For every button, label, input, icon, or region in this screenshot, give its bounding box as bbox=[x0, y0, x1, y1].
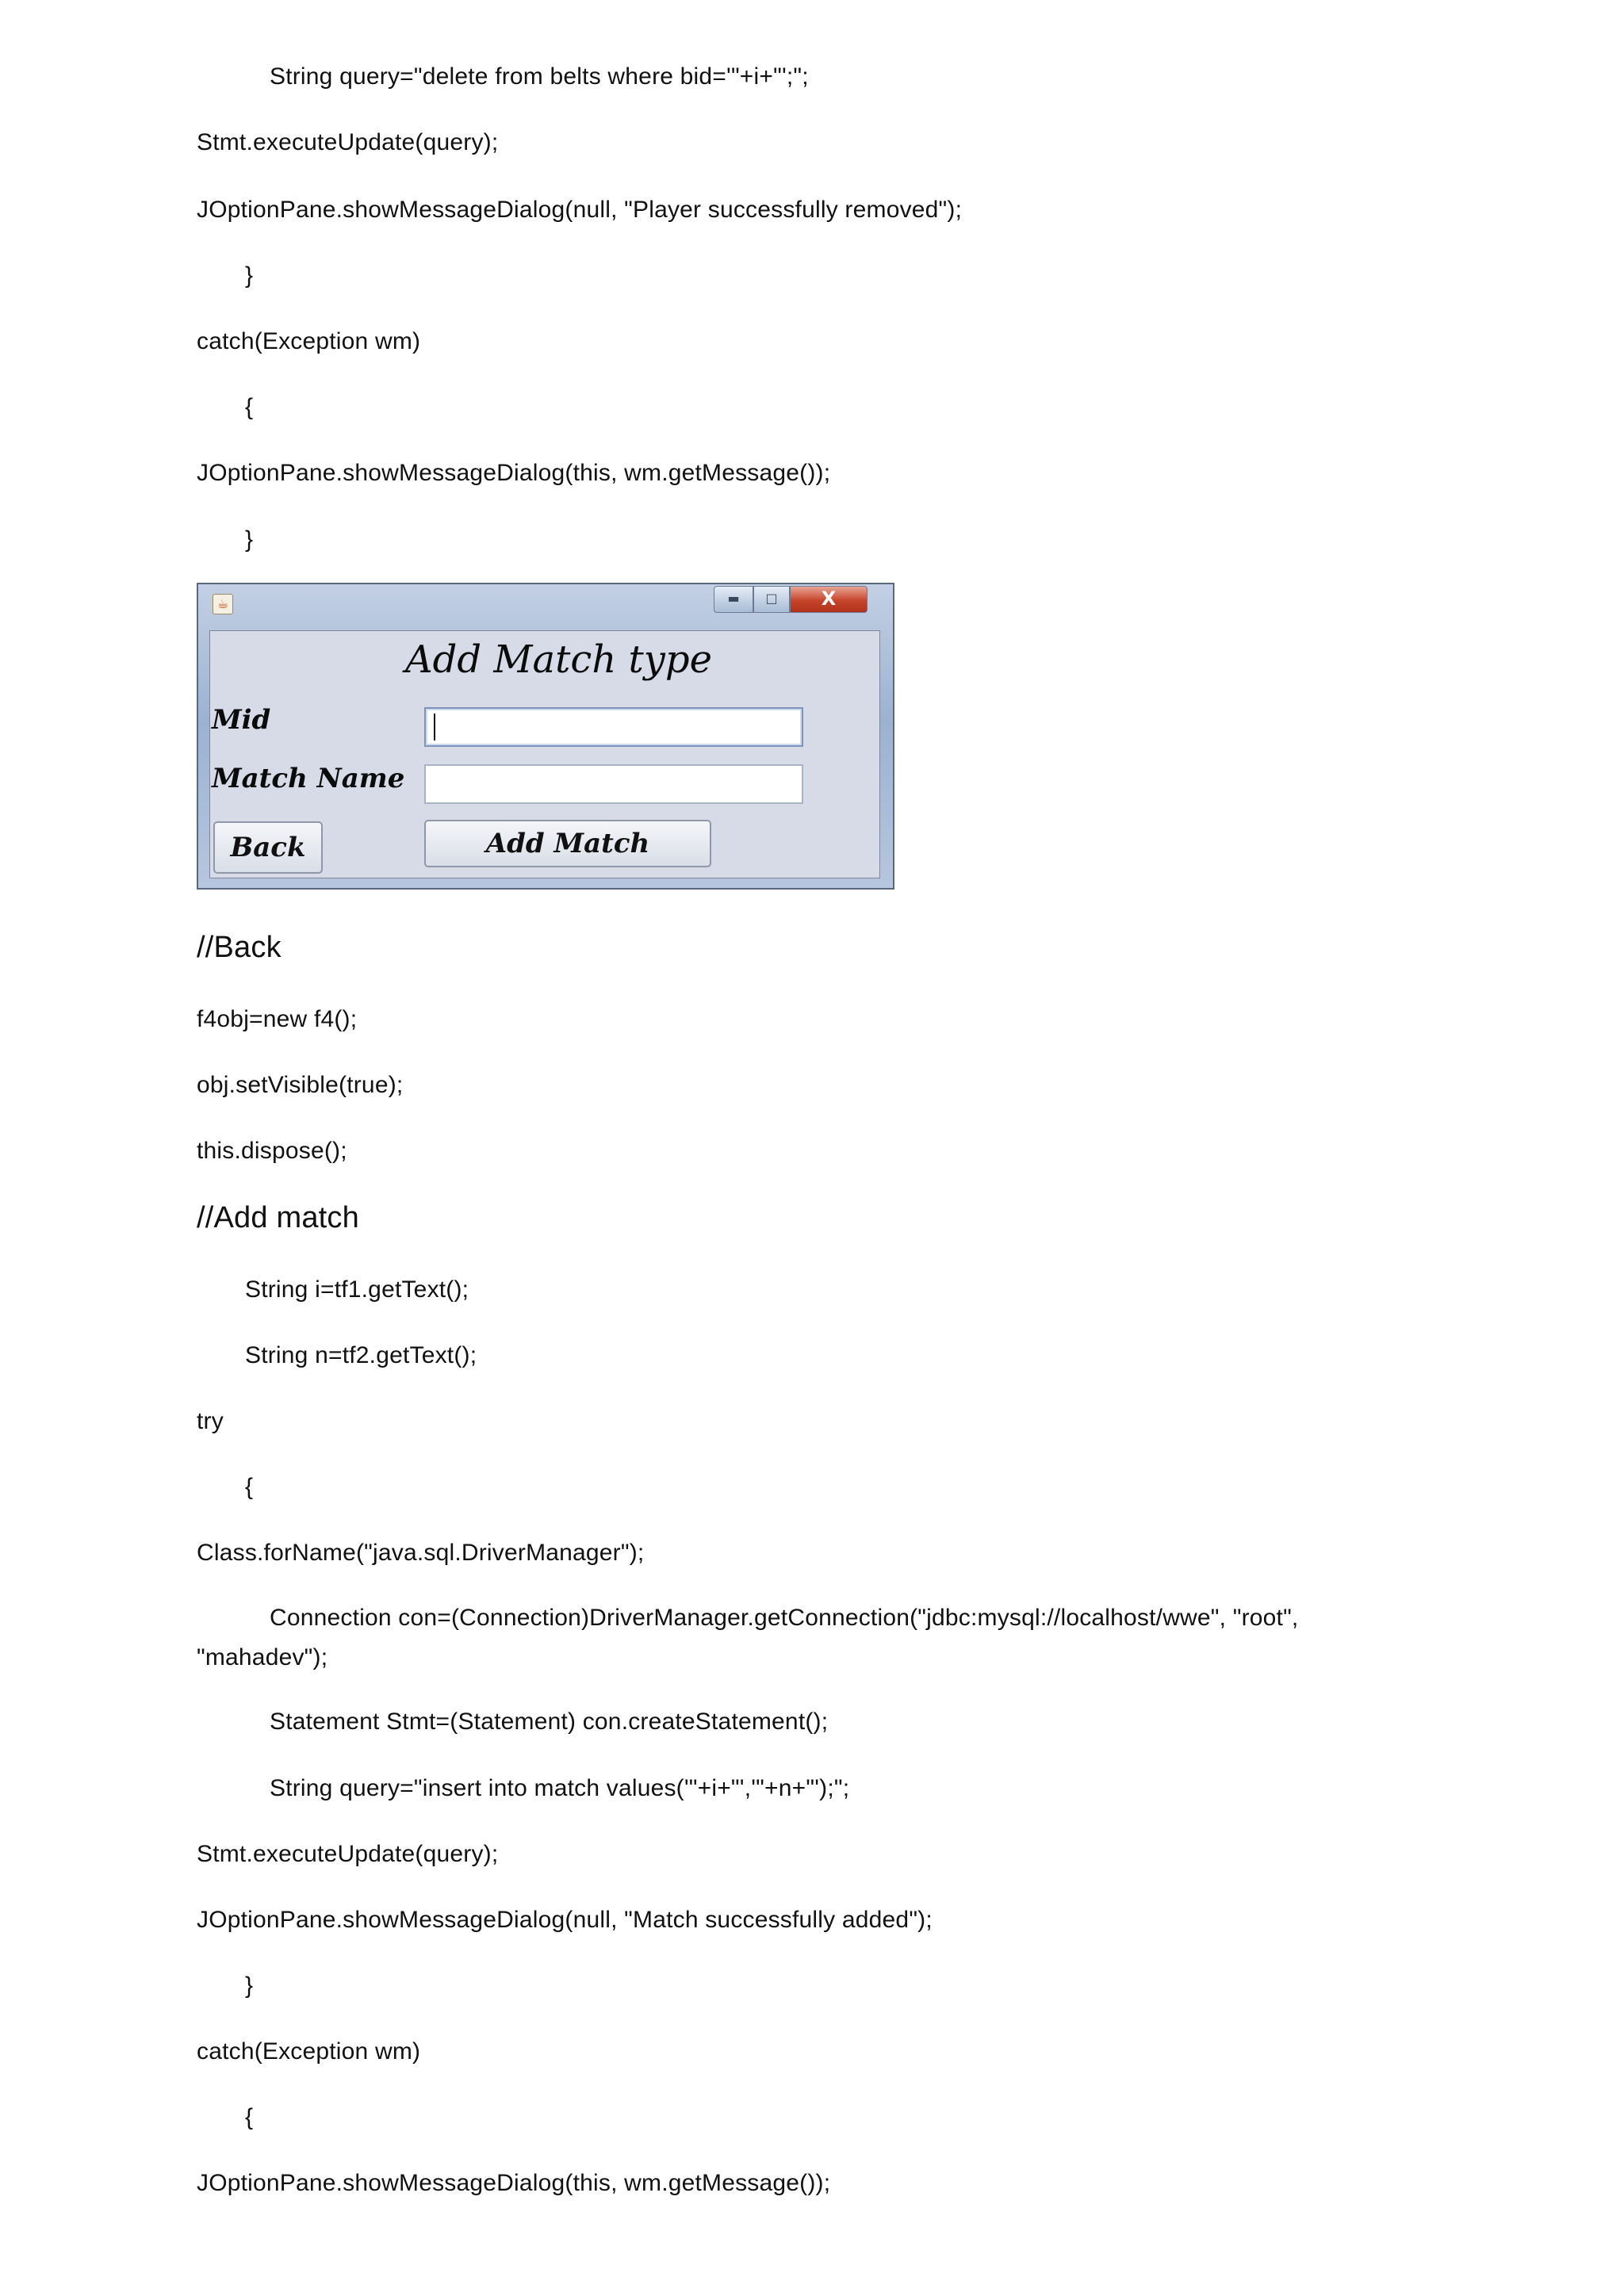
text-caret bbox=[434, 714, 435, 740]
close-button[interactable]: X bbox=[790, 586, 868, 613]
code-line: JOptionPane.showMessageDialog(null, "Match successfully added"); bbox=[197, 1907, 933, 1933]
code-line: Class.forName("java.sql.DriverManager"); bbox=[197, 1540, 645, 1566]
code-comment: //Back bbox=[197, 931, 282, 964]
code-line: f4obj=new f4(); bbox=[197, 1006, 358, 1032]
code-line: catch(Exception wm) bbox=[197, 328, 421, 354]
maximize-button[interactable]: □ bbox=[753, 586, 790, 613]
match-name-label: Match Name bbox=[212, 763, 405, 794]
code-line: Statement Stmt=(Statement) con.createStatement(); bbox=[270, 1709, 829, 1735]
code-line: { bbox=[245, 1474, 254, 1500]
window-content bbox=[209, 630, 880, 878]
code-line: Stmt.executeUpdate(query); bbox=[197, 1841, 499, 1867]
code-line: String n=tf2.getText(); bbox=[245, 1342, 477, 1368]
window-heading: Add Match type bbox=[405, 637, 713, 682]
window-titlebar bbox=[198, 584, 893, 624]
code-line: { bbox=[245, 394, 254, 420]
code-line: Stmt.executeUpdate(query); bbox=[197, 129, 499, 155]
code-line: "mahadev"); bbox=[197, 1644, 328, 1670]
code-line: JOptionPane.showMessageDialog(this, wm.getMessage()); bbox=[197, 460, 831, 486]
code-comment: //Add match bbox=[197, 1201, 359, 1234]
code-line: { bbox=[245, 2104, 254, 2130]
code-line: String i=tf1.getText(); bbox=[245, 1276, 469, 1303]
code-line: this.dispose(); bbox=[197, 1138, 347, 1164]
code-line: String query="delete from belts where bid='"+i+"';"; bbox=[270, 63, 809, 90]
java-app-icon: ☕ bbox=[213, 594, 233, 614]
code-line: catch(Exception wm) bbox=[197, 2038, 421, 2064]
mid-label: Mid bbox=[212, 704, 271, 736]
code-line: obj.setVisible(true); bbox=[197, 1072, 404, 1098]
code-line: } bbox=[245, 262, 254, 289]
match-name-input[interactable] bbox=[424, 764, 803, 804]
code-line: JOptionPane.showMessageDialog(this, wm.getMessage()); bbox=[197, 2170, 831, 2196]
mid-input[interactable] bbox=[424, 707, 803, 747]
code-line: try bbox=[197, 1408, 224, 1434]
back-button[interactable]: Back bbox=[213, 821, 323, 874]
code-line: } bbox=[245, 526, 254, 553]
code-line: Connection con=(Connection)DriverManager.getConnection("jdbc:mysql://localhost/wwe", "root", bbox=[270, 1605, 1299, 1631]
add-match-window bbox=[197, 583, 894, 890]
code-line: } bbox=[245, 1973, 254, 1999]
add-match-button[interactable]: Add Match bbox=[424, 820, 711, 867]
code-line: String query="insert into match values('"+i+"','"+n+"');"; bbox=[270, 1775, 850, 1801]
minimize-button[interactable]: ▬ bbox=[714, 586, 753, 613]
code-line: JOptionPane.showMessageDialog(null, "Player successfully removed"); bbox=[197, 197, 963, 223]
